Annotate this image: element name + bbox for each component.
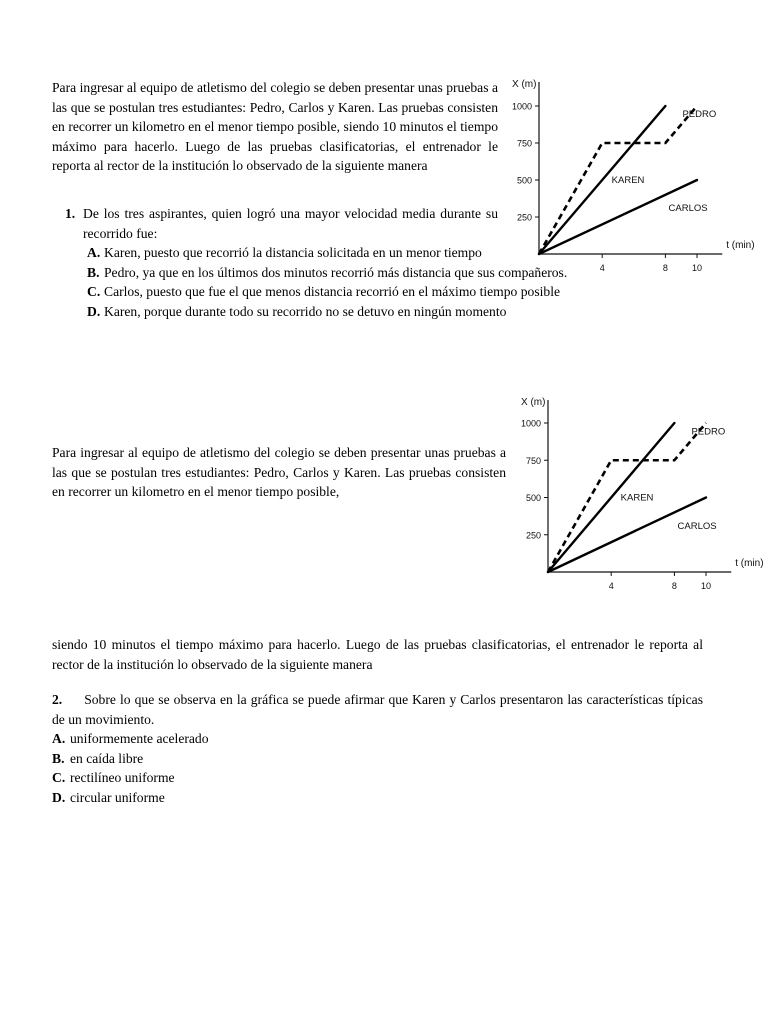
intro-paragraph-1 — [52, 78, 498, 176]
intro-text-2a: Para ingresar al equipo de atletismo del colegio se deben presentar unas pruebas a las que se postulan tres estudiantes: Pedro, Carlos y Karen. Las pruebas consisten en recorrer un kilometro en el menor tiempo posible, — [52, 445, 506, 499]
series-label-carlos: CARLOS — [668, 203, 708, 215]
x-axis-label: t (min) — [726, 240, 755, 251]
option-text: en caída libre — [70, 750, 144, 766]
option-letter: B. — [87, 264, 100, 280]
series-label-karen: KAREN — [620, 492, 654, 504]
y-tick-label: 1000 — [520, 418, 541, 429]
series-label-carlos: CARLOS — [677, 520, 717, 532]
question-1-number: 1. — [65, 206, 76, 221]
question-2-option-a[interactable] — [52, 729, 703, 749]
question-1-option-a[interactable] — [52, 243, 498, 263]
x-tick-label: 8 — [671, 581, 677, 591]
question-1-option-c[interactable] — [52, 282, 652, 302]
option-letter: A. — [52, 731, 66, 746]
series-line-karen — [548, 423, 674, 572]
question-2-option-c[interactable] — [52, 768, 703, 788]
y-tick-label: 750 — [525, 455, 541, 466]
y-tick-label: 1000 — [511, 101, 532, 112]
y-axis-label: X (m) — [521, 397, 546, 408]
position-time-graph-1 — [502, 72, 755, 277]
question-2-number: 2. — [52, 692, 63, 707]
x-tick-label: 10 — [691, 263, 703, 273]
intro-paragraph-2a — [52, 443, 506, 502]
x-tick-label: 10 — [700, 581, 712, 591]
option-letter: C. — [52, 770, 66, 785]
option-letter: D. — [52, 789, 66, 805]
question-1-option-d[interactable] — [52, 302, 652, 322]
position-time-graph-2 — [510, 390, 764, 595]
option-letter: D. — [87, 303, 101, 319]
option-letter: A. — [87, 245, 101, 260]
x-tick-label: 4 — [608, 581, 614, 591]
question-2-option-b[interactable] — [52, 749, 703, 769]
option-letter: C. — [87, 284, 101, 299]
question-2-option-d[interactable] — [52, 788, 703, 808]
x-axis-label: t (min) — [735, 558, 764, 569]
x-tick-label: 4 — [599, 263, 605, 273]
x-tick-label: 8 — [662, 263, 668, 273]
y-tick-label: 500 — [525, 493, 541, 503]
option-text: uniformemente acelerado — [70, 731, 209, 746]
series-line-carlos — [539, 180, 697, 254]
option-text: Pedro, ya que en los últimos dos minutos recorrió más distancia que sus compañeros. — [104, 264, 568, 280]
y-tick-label: 750 — [516, 138, 532, 149]
option-text: Carlos, puesto que fue el que menos distancia recorrió en el máximo tiempo posible — [104, 284, 561, 299]
question-1-text: De los tres aspirantes, quien logró una mayor velocidad media durante su recorrido fue: — [83, 206, 498, 241]
intro-text-2b: siendo 10 minutos el tiempo máximo para hacerlo. Luego de las pruebas clasificatorias, el entrenador le reporta al rector de la institución lo observado de la siguiente manera — [52, 637, 703, 672]
y-tick-label: 500 — [516, 175, 532, 186]
y-tick-label: 250 — [516, 212, 532, 223]
option-text: rectilíneo uniforme — [70, 770, 175, 785]
series-line-carlos — [548, 498, 706, 573]
y-tick-label: 250 — [525, 530, 541, 541]
series-label-karen: KAREN — [611, 174, 645, 186]
option-text: circular uniforme — [70, 789, 165, 805]
intro-text-1: Para ingresar al equipo de atletismo del colegio se deben presentar unas pruebas a las que se postulan tres estudiantes: Pedro, Carlos y Karen. Las pruebas consisten en recorrer un kilometro en el menor tiempo posible, siendo 10 minutos el tiempo máximo para hacerlo. Luego de las pruebas clasificatorias, el entrenador le reporta al rector de la institución lo observado de la siguiente manera — [52, 80, 498, 173]
intro-paragraph-2b — [52, 635, 703, 674]
series-label-pedro: PEDRO — [682, 109, 717, 121]
series-label-pedro: PEDRO — [691, 426, 726, 438]
option-text: Karen, puesto que recorrió la distancia solicitada en un menor tiempo — [104, 245, 482, 260]
question-2 — [52, 690, 703, 807]
question-2-stem — [52, 690, 703, 729]
option-letter: B. — [52, 750, 65, 766]
option-text: Karen, porque durante todo su recorrido no se detuvo en ningún momento — [104, 303, 507, 319]
y-axis-label: X (m) — [512, 79, 537, 90]
question-2-text: Sobre lo que se observa en la gráfica se puede afirmar que Karen y Carlos presentaron las características típicas de un movimiento. — [52, 692, 703, 727]
question-1-stem — [52, 204, 498, 243]
series-line-karen — [539, 106, 665, 254]
